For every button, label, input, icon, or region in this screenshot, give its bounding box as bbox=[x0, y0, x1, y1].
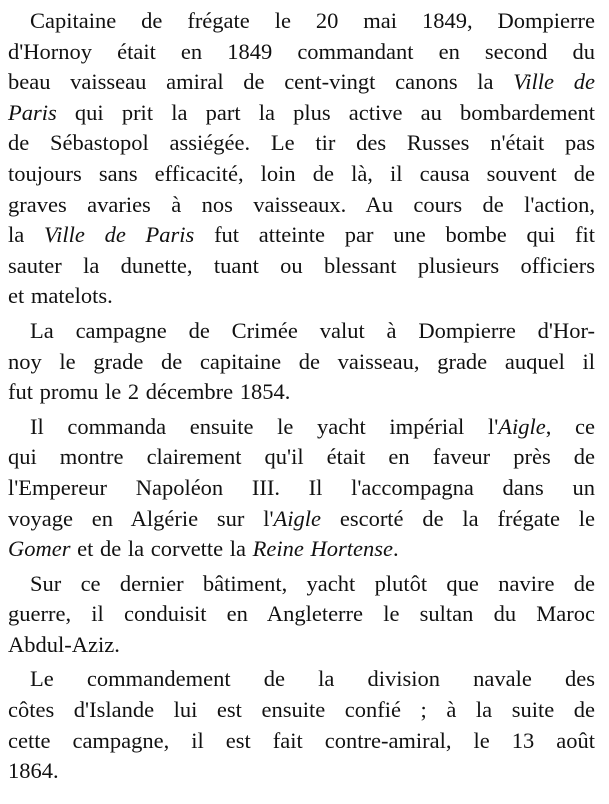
text-line: et matelots. bbox=[8, 283, 113, 309]
text-line: cette campagne, il est fait contre-amiral, le 13 août bbox=[8, 727, 595, 753]
ship-name-italic: Aigle bbox=[498, 413, 546, 439]
text-fragment: beau vaisseau amiral de cent-vingt canons la bbox=[8, 69, 514, 95]
text-line: Sur ce dernier bâtiment, yacht plutôt que navire de bbox=[30, 570, 595, 596]
text-line: Abdul-Aziz. bbox=[8, 631, 120, 657]
text-line bbox=[8, 412, 595, 443]
text-line: Capitaine de frégate le 20 mai 1849, Dompierre bbox=[30, 8, 595, 33]
text-line: fut promu le 2 décembre 1854. bbox=[8, 379, 291, 405]
text-line: sauter la dunette, tuant ou blessant plusieurs officiers bbox=[8, 252, 595, 278]
text-line: graves avaries à nos vaisseaux. Au cours de l'action, bbox=[8, 191, 595, 217]
ship-name-italic: Paris bbox=[8, 99, 57, 125]
text-line: côtes d'Islande lui est ensuite confié ; à la suite de bbox=[8, 697, 595, 723]
paragraph-5 bbox=[8, 664, 595, 786]
text-line: qui montre clairement qu'il était en faveur près de bbox=[8, 444, 595, 470]
text-line bbox=[8, 534, 595, 565]
paragraph-3 bbox=[8, 412, 595, 565]
text-fragment: , ce bbox=[545, 413, 595, 439]
text-line bbox=[8, 98, 595, 129]
text-fragment: et de la corvette la bbox=[70, 536, 253, 562]
text-fragment: la bbox=[8, 222, 44, 248]
text-line: toujours sans efficacité, loin de là, il causa souvent de bbox=[8, 160, 595, 186]
ship-name-italic: Ville de bbox=[513, 69, 595, 95]
text-line: de Sébastopol assiégée. Le tir des Russes n'était pas bbox=[8, 130, 595, 156]
text-line: d'Hornoy était en 1849 commandant en second du bbox=[8, 38, 595, 64]
text-line: guerre, il conduisit en Angleterre le sultan du Maroc bbox=[8, 601, 595, 627]
ship-name-italic: Gomer bbox=[8, 536, 71, 562]
paragraph-2 bbox=[8, 316, 595, 408]
ship-name-italic: Ville de Paris bbox=[44, 222, 195, 248]
text-fragment: voyage en Algérie sur l' bbox=[8, 505, 274, 531]
text-fragment: fut atteinte par une bombe qui fit bbox=[194, 222, 595, 248]
text-fragment: qui prit la part la plus active au bombardement bbox=[56, 99, 595, 125]
ship-name-italic: Reine Hortense bbox=[252, 536, 393, 562]
text-line: l'Empereur Napoléon III. Il l'accompagna dans un bbox=[8, 474, 595, 500]
paragraph-1 bbox=[8, 6, 595, 312]
text-line bbox=[8, 504, 595, 535]
text-fragment: . bbox=[393, 536, 399, 562]
text-fragment: Il commanda ensuite le yacht impérial l' bbox=[30, 413, 499, 439]
text-fragment: escorté de la frégate le bbox=[321, 505, 595, 531]
text-line: 1864. bbox=[8, 758, 59, 784]
text-line: Le commandement de la division navale des bbox=[30, 666, 595, 692]
text-line: noy le grade de capitaine de vaisseau, grade auquel il bbox=[8, 348, 595, 374]
paragraph-4 bbox=[8, 569, 595, 661]
text-line bbox=[8, 67, 595, 98]
ship-name-italic: Aigle bbox=[273, 505, 322, 531]
text-line: La campagne de Crimée valut à Dompierre d'Hor- bbox=[30, 317, 595, 343]
text-line bbox=[8, 220, 595, 251]
